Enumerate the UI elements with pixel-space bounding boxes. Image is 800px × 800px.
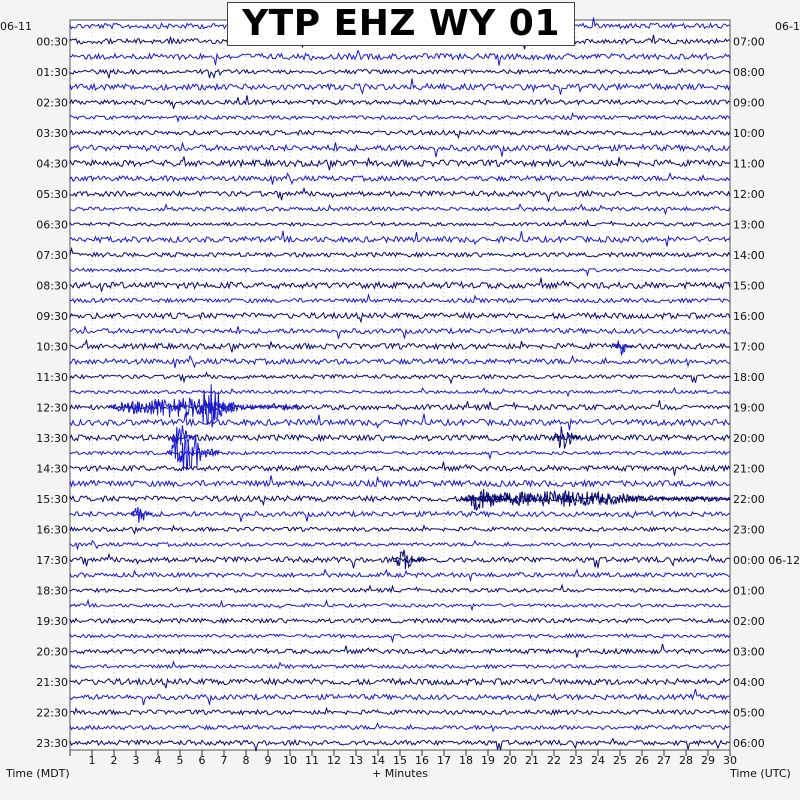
- right-hour-label-11: 17:00: [733, 340, 765, 354]
- x-tick-label-5: 5: [176, 754, 184, 767]
- left-hour-label-4: 03:30: [36, 126, 68, 140]
- x-tick-label-11: 11: [305, 754, 319, 767]
- x-tick-label-23: 23: [569, 754, 583, 767]
- x-tick-label-25: 25: [613, 754, 627, 767]
- left-hour-label-10: 09:30: [36, 309, 68, 323]
- left-hour-label-5: 04:30: [36, 157, 68, 171]
- x-tick-label-18: 18: [459, 754, 473, 767]
- x-tick-label-1: 1: [88, 754, 96, 767]
- left-hour-label-8: 07:30: [36, 248, 68, 262]
- x-tick-label-26: 26: [635, 754, 649, 767]
- x-axis-title: + Minutes: [371, 767, 429, 780]
- left-hour-label-11: 10:30: [36, 340, 68, 354]
- x-tick-label-4: 4: [154, 754, 162, 767]
- right-hour-label-23: 05:00: [733, 706, 765, 720]
- right-hour-label-10: 16:00: [733, 309, 765, 323]
- date-right-label: 06-1: [775, 20, 800, 33]
- x-tick-label-10: 10: [283, 754, 297, 767]
- x-tick-label-12: 12: [327, 754, 341, 767]
- right-hour-label-9: 15:00: [733, 279, 765, 293]
- x-tick-label-22: 22: [547, 754, 561, 767]
- left-hour-label-22: 21:30: [36, 675, 68, 689]
- x-tick-label-2: 2: [110, 754, 118, 767]
- left-hour-label-14: 13:30: [36, 431, 68, 445]
- x-tick-label-19: 19: [481, 754, 495, 767]
- left-hour-label-16: 15:30: [36, 492, 68, 506]
- x-tick-label-14: 14: [371, 754, 385, 767]
- x-tick-label-30: 30: [723, 754, 737, 767]
- left-hour-label-13: 12:30: [36, 401, 68, 415]
- chart-title-box: [227, 2, 575, 46]
- left-hour-label-12: 11:30: [36, 370, 68, 384]
- left-hour-label-23: 22:30: [36, 706, 68, 720]
- right-hour-label-14: 20:00: [733, 431, 765, 445]
- date-left-label: 06-11: [0, 20, 32, 33]
- left-hour-label-17: 16:30: [36, 523, 68, 537]
- right-axis-title: Time (UTC): [730, 767, 791, 780]
- x-tick-label-8: 8: [242, 754, 250, 767]
- left-hour-label-20: 19:30: [36, 614, 68, 628]
- x-tick-label-6: 6: [198, 754, 206, 767]
- right-hour-label-21: 03:00: [733, 645, 765, 659]
- left-hour-label-6: 05:30: [36, 187, 68, 201]
- x-tick-label-27: 27: [657, 754, 671, 767]
- right-hour-label-15: 21:00: [733, 462, 765, 476]
- x-tick-label-21: 21: [525, 754, 539, 767]
- left-hour-label-3: 02:30: [36, 96, 68, 110]
- right-hour-label-20: 02:00: [733, 614, 765, 628]
- left-hour-label-19: 18:30: [36, 584, 68, 598]
- right-hour-label-6: 12:00: [733, 187, 765, 201]
- left-hour-label-24: 23:30: [36, 736, 68, 750]
- x-axis-ticks: [70, 750, 737, 767]
- x-tick-label-29: 29: [701, 754, 715, 767]
- x-tick-label-3: 3: [132, 754, 140, 767]
- x-tick-label-20: 20: [503, 754, 517, 767]
- x-tick-label-16: 16: [415, 754, 429, 767]
- right-hour-label-13: 19:00: [733, 401, 765, 415]
- right-hour-label-5: 11:00: [733, 157, 765, 171]
- x-tick-label-24: 24: [591, 754, 605, 767]
- right-hour-label-7: 13:00: [733, 218, 765, 232]
- x-tick-label-15: 15: [393, 754, 407, 767]
- left-hour-label-9: 08:30: [36, 279, 68, 293]
- left-hour-label-1: 00:30: [36, 35, 68, 49]
- x-tick-label-7: 7: [220, 754, 228, 767]
- x-tick-label-13: 13: [349, 754, 363, 767]
- right-hour-label-1: 07:00: [733, 35, 765, 49]
- right-hour-label-22: 04:00: [733, 675, 765, 689]
- right-hour-label-12: 18:00: [733, 370, 765, 384]
- left-hour-label-7: 06:30: [36, 218, 68, 232]
- right-hour-label-3: 09:00: [733, 96, 765, 110]
- left-axis-title: Time (MDT): [6, 767, 70, 780]
- left-hour-label-18: 17:30: [36, 553, 68, 567]
- right-hour-label-4: 10:00: [733, 126, 765, 140]
- right-hour-label-18: 00:00 06-12: [733, 553, 800, 567]
- x-tick-label-9: 9: [264, 754, 272, 767]
- x-tick-label-17: 17: [437, 754, 451, 767]
- chart-title: YTP EHZ WY 01: [242, 3, 560, 44]
- x-tick-label-28: 28: [679, 754, 693, 767]
- right-hour-label-16: 22:00: [733, 492, 765, 506]
- right-hour-label-24: 06:00: [733, 736, 765, 750]
- right-hour-label-8: 14:00: [733, 248, 765, 262]
- right-hour-label-19: 01:00: [733, 584, 765, 598]
- left-hour-label-2: 01:30: [36, 65, 68, 79]
- left-hour-label-15: 14:30: [36, 462, 68, 476]
- right-hour-label-2: 08:00: [733, 65, 765, 79]
- right-hour-label-17: 23:00: [733, 523, 765, 537]
- left-hour-label-21: 20:30: [36, 645, 68, 659]
